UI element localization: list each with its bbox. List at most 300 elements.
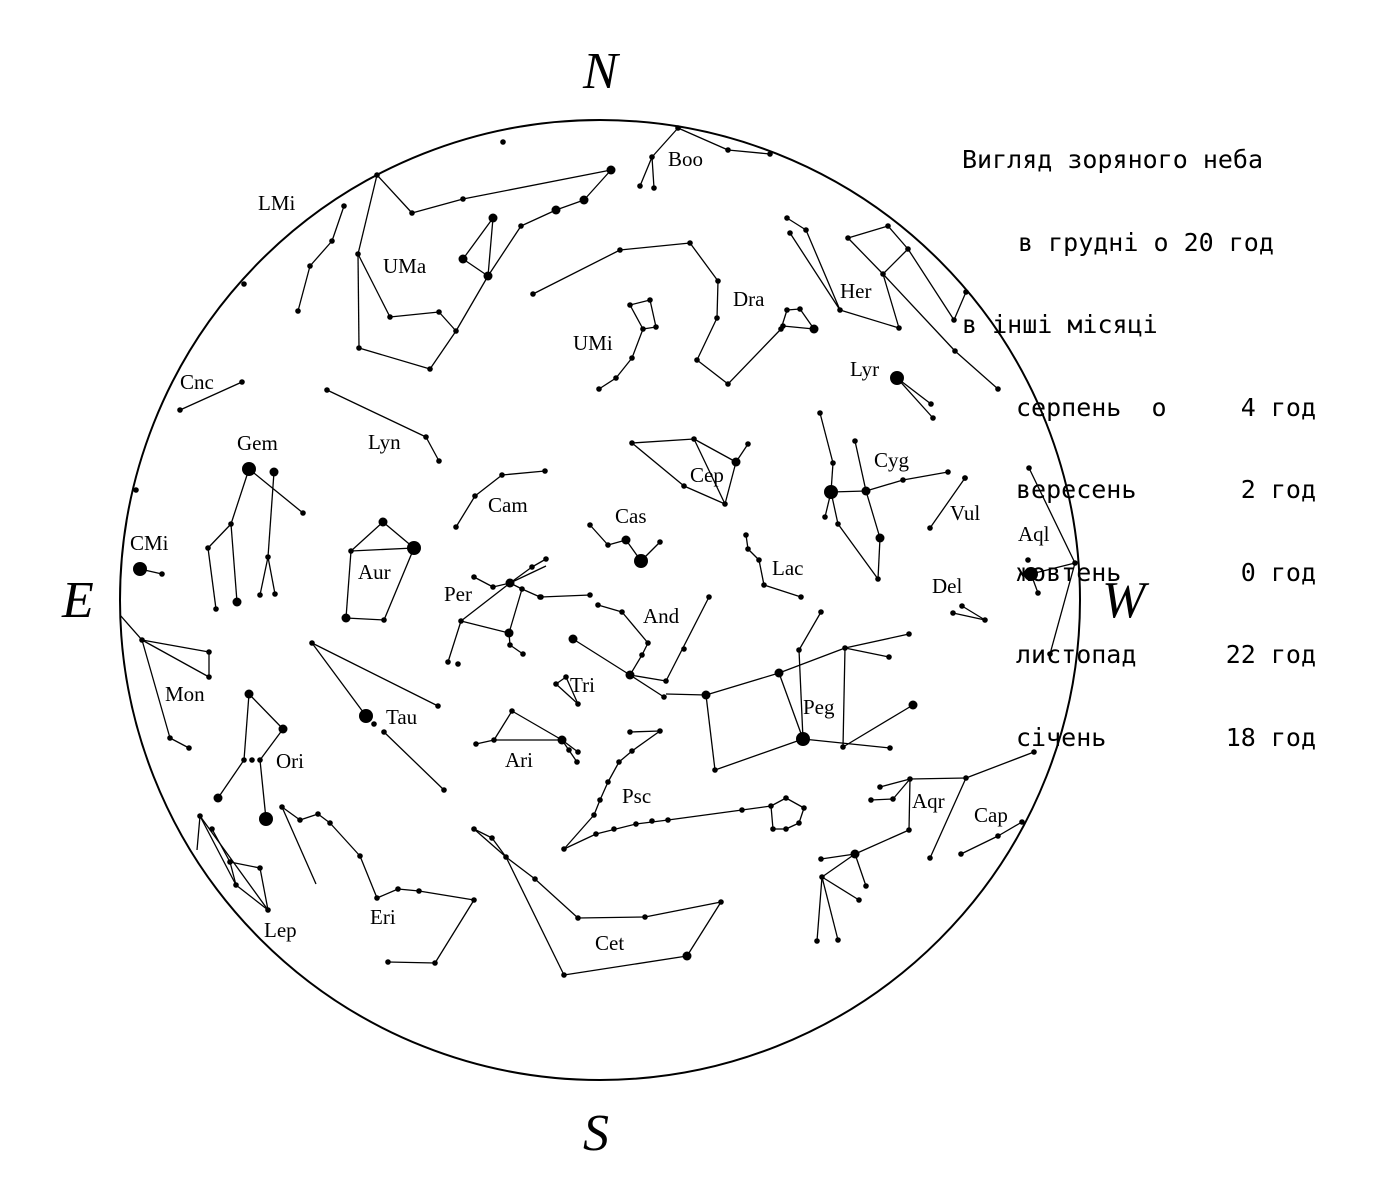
star-psc — [629, 748, 635, 754]
star-uma — [436, 309, 442, 315]
star-aqr — [863, 883, 869, 889]
constellation-line-dra — [620, 243, 690, 250]
star-tau — [371, 721, 377, 727]
star-psc — [649, 818, 655, 824]
star-peg — [702, 691, 711, 700]
star-eri — [432, 960, 438, 966]
info-title: Вигляд зоряного неба — [962, 145, 1264, 174]
star-gem — [205, 545, 211, 551]
star-peg — [842, 645, 848, 651]
constellation-line-peg — [706, 673, 779, 695]
star-ori — [245, 690, 254, 699]
constellation-line-per — [509, 589, 522, 633]
star-cet — [532, 876, 538, 882]
star-and — [681, 646, 687, 652]
star-eri — [357, 853, 363, 859]
star-cas — [622, 536, 631, 545]
constellation-label-aql: Aql — [1018, 522, 1050, 546]
constellation-line-peg — [779, 673, 803, 739]
star-umi — [640, 326, 646, 332]
star-cyg — [824, 485, 838, 499]
constellation-line-dra — [783, 326, 814, 329]
star-cyg — [875, 576, 881, 582]
star-aur — [381, 617, 387, 623]
constellation-line-uma — [521, 210, 556, 226]
constellation-line-uma — [488, 218, 493, 276]
star-psc — [657, 728, 663, 734]
constellation-label-lep: Lep — [264, 918, 297, 942]
star-dra — [780, 323, 786, 329]
constellation-label-cmi: CMi — [130, 531, 169, 555]
constellation-line-uma — [488, 226, 521, 276]
star-lep — [209, 826, 215, 832]
constellation-line-uma — [358, 175, 377, 254]
constellation-line-psc — [632, 731, 660, 751]
constellation-line-psc — [608, 762, 619, 782]
constellation-line-ori — [244, 694, 249, 760]
constellation-line-uma — [463, 218, 493, 259]
constellation-line-aqr — [893, 779, 910, 799]
star-cyg — [852, 438, 858, 444]
constellation-line-uma — [430, 331, 456, 369]
constellation-line-umi — [599, 378, 616, 389]
constellation-line-cep — [694, 439, 736, 462]
star-aqr — [819, 874, 825, 880]
star-cas — [634, 554, 648, 568]
star-gem — [133, 487, 139, 493]
star-psc — [768, 803, 774, 809]
constellation-line-dra — [717, 281, 718, 318]
constellation-line-aqr — [871, 799, 893, 800]
constellation-line-lmi — [332, 206, 344, 241]
constellation-line-gem — [268, 557, 275, 594]
constellation-line-tau — [384, 732, 444, 790]
star-her — [784, 215, 790, 221]
constellation-label-cyg: Cyg — [874, 448, 910, 472]
star-aqr — [877, 784, 883, 790]
star-eri — [395, 886, 401, 892]
constellation-label-aur: Aur — [358, 560, 391, 584]
star-her — [905, 246, 911, 252]
star-her — [952, 348, 958, 354]
star-boo — [725, 147, 731, 153]
star-umi — [613, 375, 619, 381]
constellation-line-peg — [845, 648, 889, 657]
constellation-line-cam — [502, 471, 545, 475]
star-mon — [186, 745, 192, 751]
star-lep — [257, 865, 263, 871]
star-and — [619, 609, 625, 615]
constellation-label-lmi: LMi — [258, 191, 296, 215]
constellation-line-uma — [463, 259, 488, 276]
star-per — [543, 556, 549, 562]
star-gem — [242, 462, 256, 476]
constellation-line-eri — [398, 889, 419, 891]
constellation-label-mon: Mon — [165, 682, 205, 706]
constellation-line-gem — [231, 469, 249, 524]
star-cam — [453, 524, 459, 530]
star-lac — [756, 557, 762, 563]
star-mon — [206, 674, 212, 680]
star-uma — [460, 196, 466, 202]
constellation-line-uma — [439, 312, 456, 331]
constellation-line-uma — [456, 276, 488, 331]
star-lmi — [241, 281, 247, 287]
star-del — [950, 610, 956, 616]
star-psc — [616, 759, 622, 765]
star-uma — [427, 366, 433, 372]
star-lep — [233, 882, 239, 888]
constellation-line-umi — [650, 300, 656, 327]
star-and — [706, 594, 712, 600]
star-psc — [633, 821, 639, 827]
star-umi — [627, 302, 633, 308]
star-cyg — [876, 534, 885, 543]
constellation-line-aqr — [855, 854, 866, 886]
star-ari — [574, 759, 580, 765]
constellation-line-her — [840, 310, 899, 328]
star-tau — [309, 640, 315, 646]
star-uma — [518, 223, 524, 229]
constellation-label-uma: UMa — [383, 254, 427, 278]
star-her — [787, 230, 793, 236]
star-peg — [818, 609, 824, 615]
constellation-line-ori — [260, 760, 266, 819]
constellation-line-mon — [120, 615, 142, 640]
star-gem — [272, 591, 278, 597]
star-ari — [566, 747, 572, 753]
star-aqr — [868, 797, 874, 803]
constellation-line-cet — [687, 902, 721, 956]
star-and — [663, 678, 669, 684]
star-peg — [840, 744, 846, 750]
star-lmi — [295, 308, 301, 314]
star-cet — [471, 826, 477, 832]
constellation-label-peg: Peg — [803, 695, 835, 719]
star-boo — [767, 151, 773, 157]
star-per — [505, 629, 514, 638]
constellation-line-cyg — [878, 538, 880, 579]
constellation-line-ari — [494, 711, 512, 740]
constellation-line-aqr — [909, 779, 910, 830]
constellation-line-lac — [759, 560, 764, 585]
constellation-line-aqr — [822, 877, 838, 940]
constellation-line-aqr — [817, 877, 822, 941]
constellation-line-umi — [630, 300, 650, 305]
star-lyr — [930, 415, 936, 421]
star-tau — [435, 703, 441, 709]
constellation-line-psc — [742, 806, 771, 810]
month-row — [962, 641, 1316, 669]
star-aur — [342, 614, 351, 623]
star-lep — [265, 907, 271, 913]
constellation-line-and — [573, 639, 630, 675]
constellation-line-eri — [300, 814, 318, 820]
constellation-line-aur — [346, 618, 384, 620]
constellation-line-peg — [845, 634, 909, 648]
star-cas — [657, 539, 663, 545]
star-lac — [798, 594, 804, 600]
constellation-line-uma — [412, 199, 463, 213]
star-gem — [228, 521, 234, 527]
star-ari — [509, 708, 515, 714]
constellation-line-psc — [630, 731, 660, 732]
constellation-line-dra — [690, 243, 718, 281]
constellation-line-boo — [640, 157, 652, 186]
star-psc — [597, 797, 603, 803]
star-cmi — [133, 562, 147, 576]
direction-east: E — [62, 572, 94, 629]
star-psc — [796, 820, 802, 826]
star-lmi — [341, 203, 347, 209]
constellation-line-psc — [564, 815, 594, 849]
constellation-line-eri — [377, 889, 398, 898]
constellation-line-cet — [474, 829, 506, 857]
star-per — [458, 618, 464, 624]
constellation-line-eri — [330, 823, 360, 856]
constellation-line-cyg — [903, 472, 948, 480]
star-uma — [580, 196, 589, 205]
star-dra — [810, 325, 819, 334]
star-ari — [473, 741, 479, 747]
star-ari — [575, 749, 581, 755]
constellation-line-aur — [346, 551, 351, 618]
constellation-line-peg — [715, 739, 803, 770]
constellation-line-eri — [435, 900, 474, 963]
constellation-line-cet — [492, 838, 506, 857]
constellation-label-tri: Tri — [570, 673, 595, 697]
star-ori — [214, 794, 223, 803]
star-aqr — [814, 938, 820, 944]
star-uma — [552, 206, 561, 215]
star-peg — [909, 701, 918, 710]
star-cep — [732, 458, 741, 467]
star-aqr — [818, 856, 824, 862]
star-tri — [563, 674, 569, 680]
constellation-line-lmi — [298, 266, 310, 311]
constellation-label-ari: Ari — [505, 748, 533, 772]
constellation-label-lyn: Lyn — [368, 430, 401, 454]
star-eri — [315, 811, 321, 817]
star-and — [538, 594, 544, 600]
constellation-label-cam: Cam — [488, 493, 528, 517]
constellation-line-boo — [728, 150, 770, 154]
constellation-line-cyg — [820, 413, 833, 463]
star-cet — [718, 899, 724, 905]
constellation-line-aur — [384, 548, 414, 620]
constellation-line-cet — [645, 902, 721, 917]
star-uma — [453, 328, 459, 334]
star-psc — [770, 826, 776, 832]
constellation-label-cas: Cas — [615, 504, 647, 528]
star-cam — [542, 468, 548, 474]
constellation-line-uma — [377, 175, 412, 213]
constellation-line-dra — [697, 318, 717, 360]
month-row — [962, 476, 1316, 504]
info-subtitle: в грудні о 20 год — [1018, 227, 1274, 257]
constellation-line-her — [787, 218, 806, 230]
constellation-line-peg — [779, 648, 845, 673]
star-and — [661, 694, 667, 700]
constellation-line-tau — [312, 643, 438, 706]
star-cas — [605, 542, 611, 548]
star-cet — [489, 835, 495, 841]
constellation-label-del: Del — [932, 574, 963, 598]
month-row — [962, 394, 1316, 422]
star-cnc — [239, 379, 245, 385]
constellation-line-lyr — [897, 378, 933, 418]
star-peg — [887, 745, 893, 751]
constellation-line-per — [474, 577, 493, 587]
star-psc — [665, 817, 671, 823]
month-name: січень — [1016, 722, 1107, 752]
constellation-line-psc — [786, 798, 804, 808]
constellation-line-lac — [764, 585, 801, 597]
star-cep — [681, 483, 687, 489]
constellation-label-lyr: Lyr — [850, 357, 880, 381]
star-ari — [491, 737, 497, 743]
star-umi — [629, 355, 635, 361]
star-lyr — [928, 401, 934, 407]
star-peg — [886, 654, 892, 660]
star-boo — [675, 125, 681, 131]
constellation-label-per: Per — [444, 582, 472, 606]
star-cet — [561, 972, 567, 978]
constellation-line-cep — [632, 439, 694, 443]
star-ori — [259, 812, 273, 826]
constellation-line-dra — [728, 329, 781, 384]
constellation-line-cep — [725, 462, 736, 504]
month-name: серпень о — [1016, 392, 1167, 422]
star-boo — [651, 185, 657, 191]
star-ori — [279, 725, 288, 734]
constellation-line-peg — [803, 739, 890, 748]
star-per — [445, 659, 451, 665]
constellation-line-cep — [684, 486, 725, 504]
star-per — [455, 661, 461, 667]
star-cmi — [159, 571, 165, 577]
star-ori — [241, 757, 247, 763]
star-eri — [297, 817, 303, 823]
constellation-line-psc — [564, 834, 596, 849]
star-mon — [206, 649, 212, 655]
constellation-line-gem — [260, 557, 268, 595]
constellation-lines — [120, 128, 1075, 975]
month-row — [962, 724, 1316, 752]
star-lyn — [324, 387, 330, 393]
star-psc — [591, 812, 597, 818]
constellation-line-peg — [666, 694, 706, 695]
constellation-line-lmi — [310, 241, 332, 266]
constellation-line-gem — [208, 524, 231, 548]
constellation-label-psc: Psc — [622, 784, 652, 808]
constellation-label-umi: UMi — [573, 331, 613, 355]
star-aqr — [835, 937, 841, 943]
star-tri — [553, 681, 559, 687]
star-psc — [783, 826, 789, 832]
month-time: 4 год — [1240, 392, 1316, 422]
star-per — [529, 564, 535, 570]
constellation-line-psc — [600, 782, 608, 800]
star-uma — [356, 345, 362, 351]
star-uma — [374, 172, 380, 178]
constellation-line-ori — [218, 760, 244, 798]
constellation-line-cyg — [866, 480, 903, 491]
star-gem — [270, 468, 279, 477]
constellation-line-peg — [843, 648, 845, 747]
constellation-line-cap — [961, 836, 998, 854]
star-cap — [1019, 819, 1025, 825]
star-cep — [722, 501, 728, 507]
direction-south: S — [583, 1105, 609, 1162]
star-lep — [227, 859, 233, 865]
constellation-line-her — [806, 230, 840, 310]
constellation-line-lyn — [426, 437, 439, 461]
star-lyn — [423, 434, 429, 440]
star-lyn — [436, 458, 442, 464]
constellation-label-cet: Cet — [595, 931, 625, 955]
star-eri — [471, 897, 477, 903]
star-aur — [348, 548, 354, 554]
star-eri — [374, 895, 380, 901]
constellation-line-uma — [358, 254, 359, 348]
star-ari — [558, 736, 567, 745]
constellation-line-boo — [652, 157, 654, 188]
star-boo — [637, 183, 643, 189]
star-and — [569, 635, 578, 644]
star-aur — [379, 518, 388, 527]
star-her — [896, 325, 902, 331]
constellation-line-mon — [170, 738, 189, 748]
star-dra — [784, 307, 790, 313]
star-aqr — [906, 827, 912, 833]
star-eri — [279, 804, 285, 810]
star-psc — [605, 779, 611, 785]
star-uma — [484, 272, 493, 281]
star-dra — [714, 315, 720, 321]
star-psc — [593, 831, 599, 837]
constellation-line-cyg — [866, 491, 880, 538]
constellation-label-ori: Ori — [276, 749, 304, 773]
star-dra — [530, 291, 536, 297]
constellation-label-her: Her — [840, 279, 872, 303]
constellation-line-cyg — [855, 441, 866, 491]
constellation-line-per — [522, 589, 540, 597]
star-cyg — [945, 469, 951, 475]
month-time: 22 год — [1225, 640, 1316, 669]
constellation-label-and: And — [643, 604, 680, 628]
star-cet — [683, 952, 692, 961]
star-umi — [596, 386, 602, 392]
star-per — [471, 574, 477, 580]
star-aqr — [856, 897, 862, 903]
star-aur — [407, 541, 421, 555]
star-cep — [629, 440, 635, 446]
month-name: жовтень — [1016, 557, 1122, 587]
star-ori — [257, 757, 263, 763]
star-peg — [796, 732, 810, 746]
star-umi — [653, 324, 659, 330]
star-gem — [257, 592, 263, 598]
star-cet — [642, 914, 648, 920]
month-row — [962, 559, 1316, 587]
star-cet — [503, 854, 509, 860]
constellation-line-per — [461, 621, 509, 633]
star-psc — [783, 795, 789, 801]
star-psc — [627, 729, 633, 735]
constellation-line-lep — [197, 816, 200, 850]
constellation-line-eri — [388, 962, 435, 963]
